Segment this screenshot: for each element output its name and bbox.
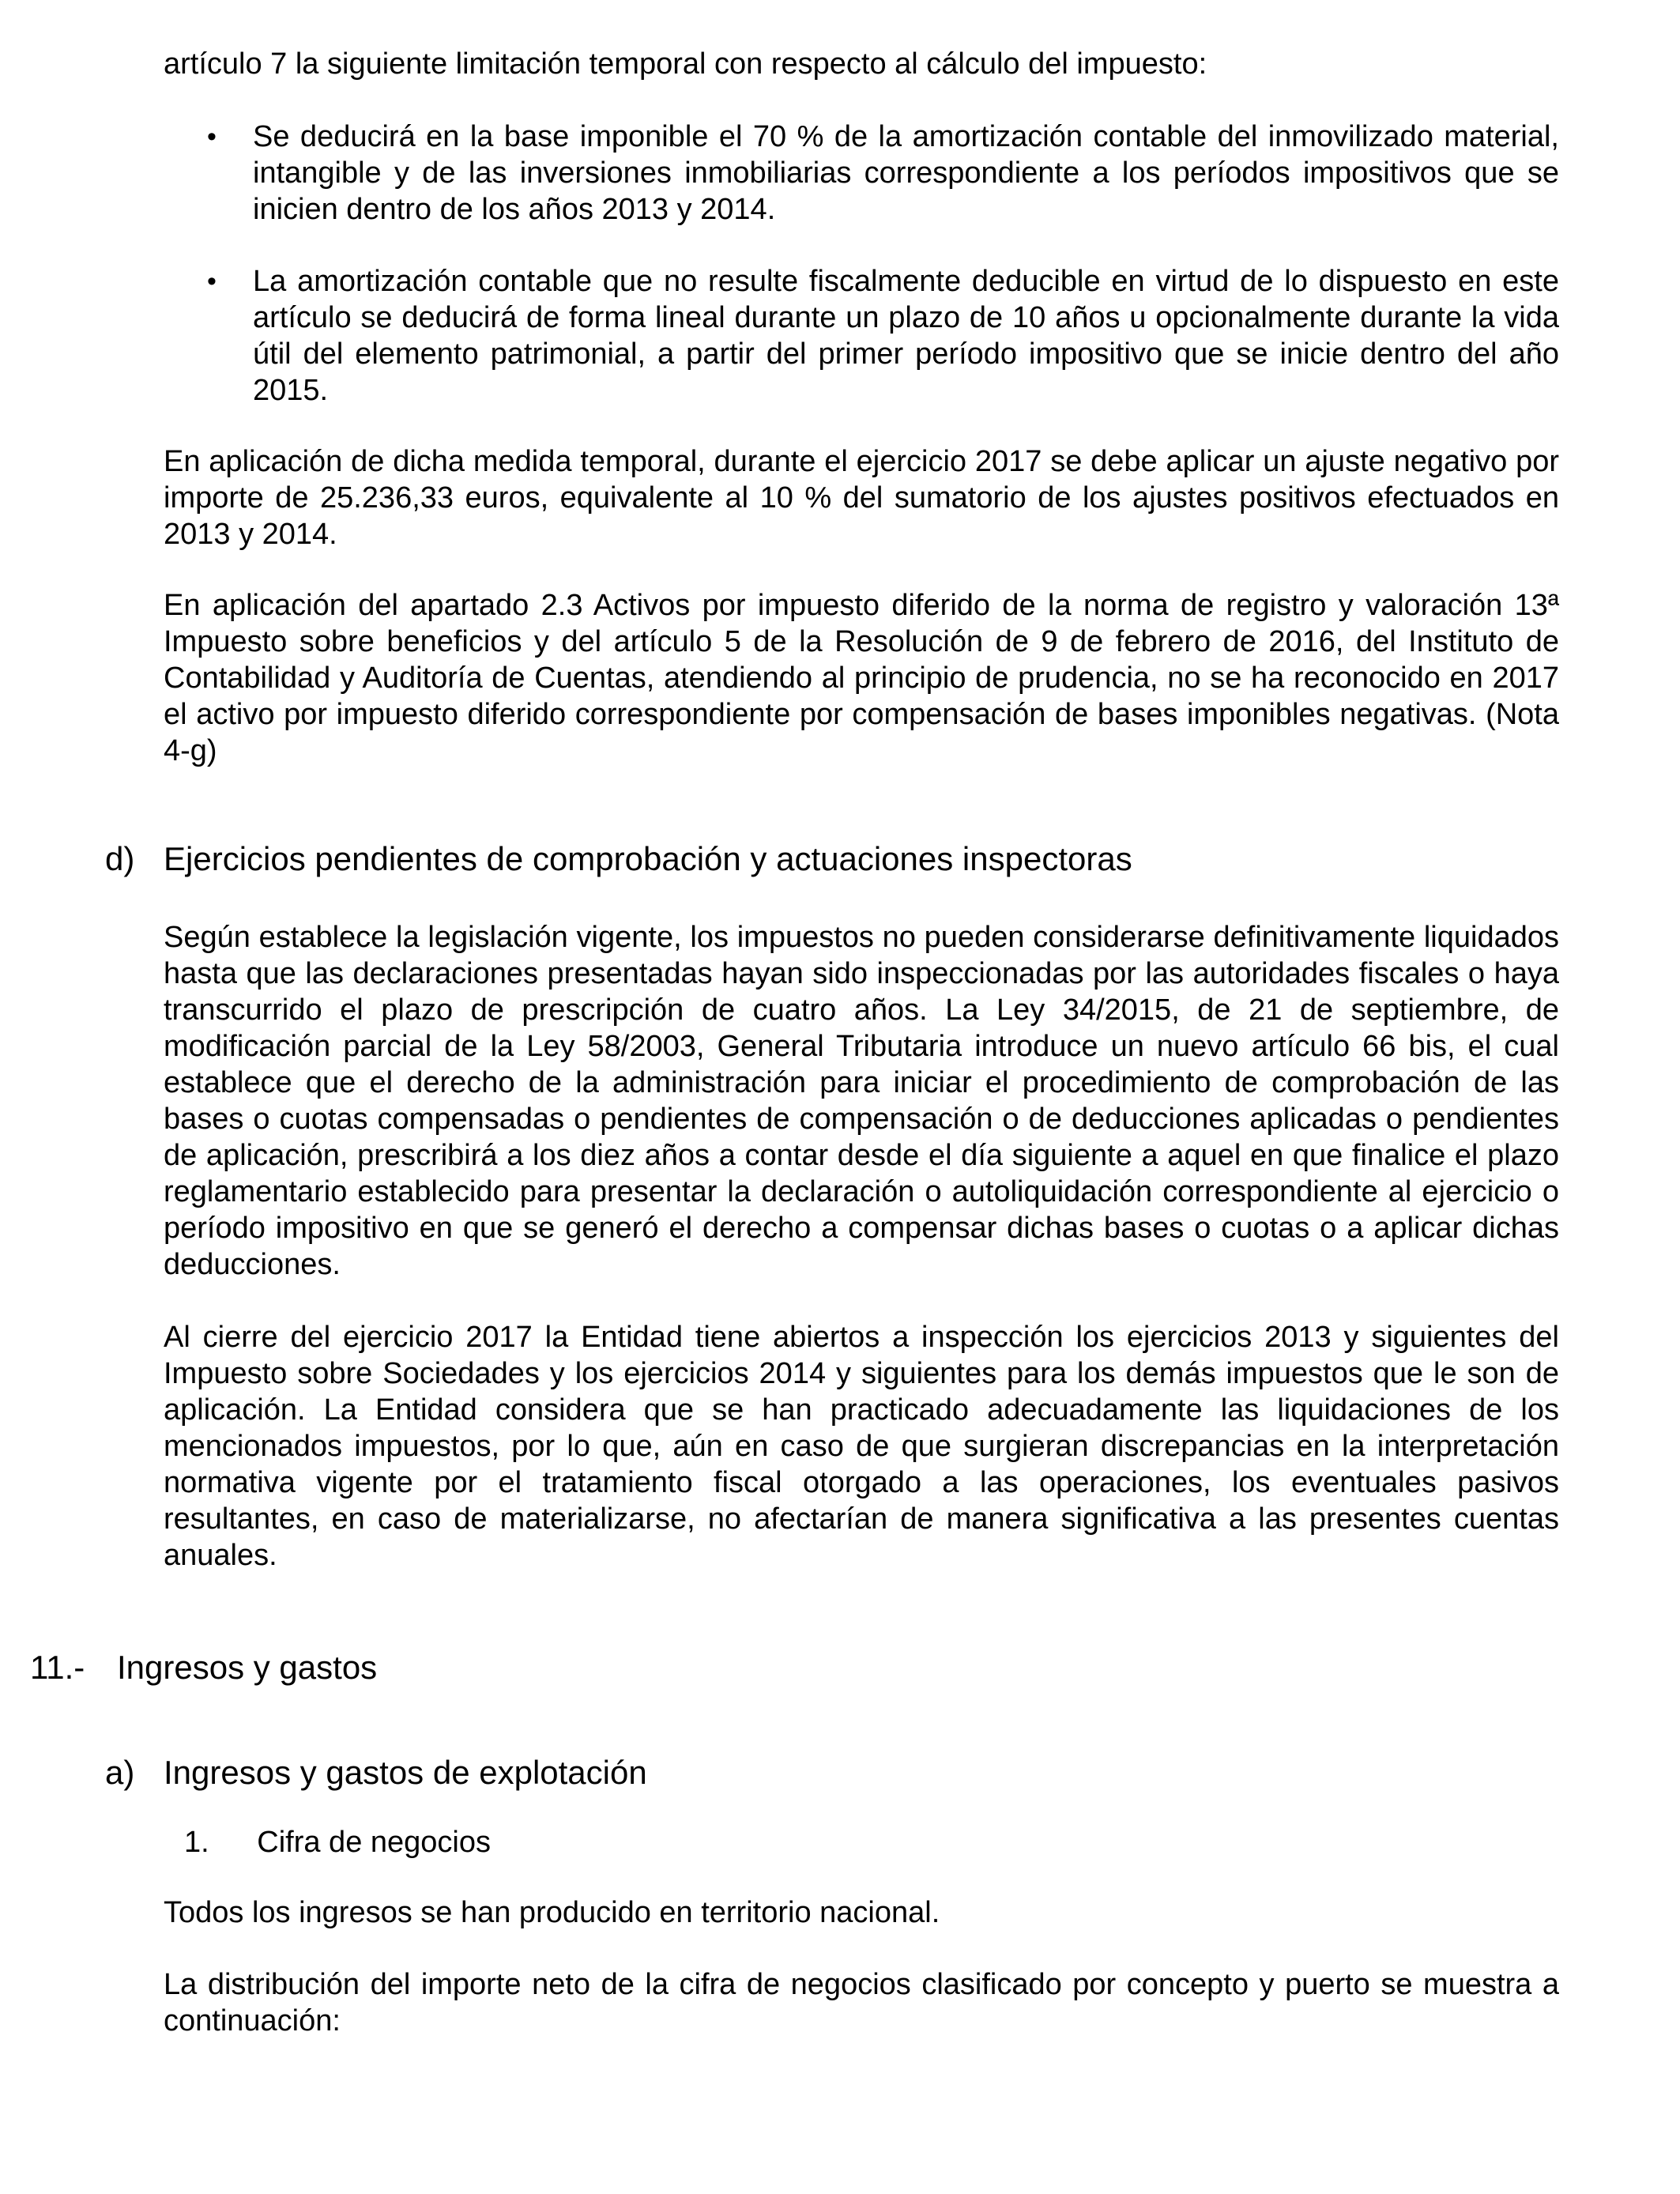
bullet-item-2 (207, 263, 1559, 409)
subsection-1-heading (184, 1824, 1527, 1860)
section-d-marker: d) (105, 840, 135, 877)
bullet-icon: • (207, 122, 217, 152)
section-11-title: Ingresos y gastos (117, 1649, 378, 1686)
subsection-1-title: Cifra de negocios (257, 1826, 491, 1859)
section-a-marker: a) (105, 1754, 135, 1791)
ajuste-paragraph: En aplicación de dicha medida temporal, durante el ejercicio 2017 se debe aplicar un ajuste negativo por importe de 25.236,33 euros, equivalente al 10 % del sumatorio de los ajustes positivos efectuados en 2013 y 2014. (164, 445, 1559, 551)
section-d-heading (105, 839, 1559, 879)
section-d-paragraph-2: Al cierre del ejercicio 2017 la Entidad tiene abiertos a inspección los ejercicios 2013 y siguientes del Impuesto sobre Sociedades y los ejercicios 2014 y siguientes para los demás impuestos que le son de aplicación. La Entidad considera que se han practicado adecuadamente las liquidaciones de los mencionados impuestos, por lo que, aún en caso de que surgieran discrepancias en la interpretación normativa vigente por el tratamiento fiscal otorgado a las operaciones, los eventuales pasivos resultantes, en caso de materializarse, no afectarían de manera significativa a las presentes cuentas anuales. (164, 1321, 1559, 1572)
section-a-heading (105, 1753, 1559, 1793)
bullet-text-2: La amortización contable que no resulte fiscalmente deducible en virtud de lo dispuesto en este artículo se deducirá de forma lineal durante un plazo de 10 años u opcionalmente durante la vida útil del elemento patrimonial, a partir del primer período impositivo que se inicie dentro del año 2015. (253, 265, 1559, 407)
section-d-paragraph-1: Según establece la legislación vigente, los impuestos no pueden considerarse definitivamente liquidados hasta que las declaraciones presentadas hayan sido inspeccionadas por las autoridades fiscales o haya transcurrido el plazo de prescripción de cuatro años. La Ley 34/2015, de 21 de septiembre, de modificación parcial de la Ley 58/2003, General Tributaria introduce un nuevo artículo 66 bis, el cual establece que el derecho de la administración para iniciar el procedimiento de comprobación de las bases o cuotas compensadas o pendientes de compensación o de deducciones aplicadas o pendientes de aplicación, prescribirá a los diez años a contar desde el día siguiente a aquel en que finalice el plazo reglamentario establecido para presentar la declaración o autoliquidación correspondiente al ejercicio o período impositivo en que se generó el derecho a compensar dichas bases o cuotas o a aplicar dichas deducciones. (164, 921, 1559, 1281)
bullet-text-1: Se deducirá en la base imponible el 70 % de la amortización contable del inmovilizado material, intangible y de las inversiones inmobiliarias correspondiente a los períodos impositivos que se inicien dentro de los años 2013 y 2014. (253, 120, 1559, 226)
section-a-paragraph-1: Todos los ingresos se han producido en territorio nacional. (164, 1896, 940, 1929)
section-11-heading (30, 1648, 1531, 1687)
bullet-icon: • (207, 266, 217, 296)
subsection-1-marker: 1. (184, 1826, 209, 1859)
bullet-item-1 (207, 119, 1559, 228)
intro-paragraph: artículo 7 la siguiente limitación temporal con respecto al cálculo del impuesto: (164, 47, 1207, 81)
activos-paragraph: En aplicación del apartado 2.3 Activos por impuesto diferido de la norma de registro y valoración 13ª Impuesto sobre beneficios y del artículo 5 de la Resolución de 9 de febrero de 2016, del Instituto de Contabilidad y Auditoría de Cuentas, atendiendo al principio de prudencia, no se ha reconocido en 2017 el activo por impuesto diferido correspondiente por compensación de bases imponibles negativas. (Nota 4-g) (164, 589, 1559, 767)
section-a-title: Ingresos y gastos de explotación (164, 1754, 647, 1791)
section-11-marker: 11.- (30, 1649, 85, 1686)
section-d-title: Ejercicios pendientes de comprobación y actuaciones inspectoras (164, 840, 1132, 877)
section-a-paragraph-2: La distribución del importe neto de la cifra de negocios clasificado por concepto y puerto se muestra a continuación: (164, 1968, 1559, 2038)
